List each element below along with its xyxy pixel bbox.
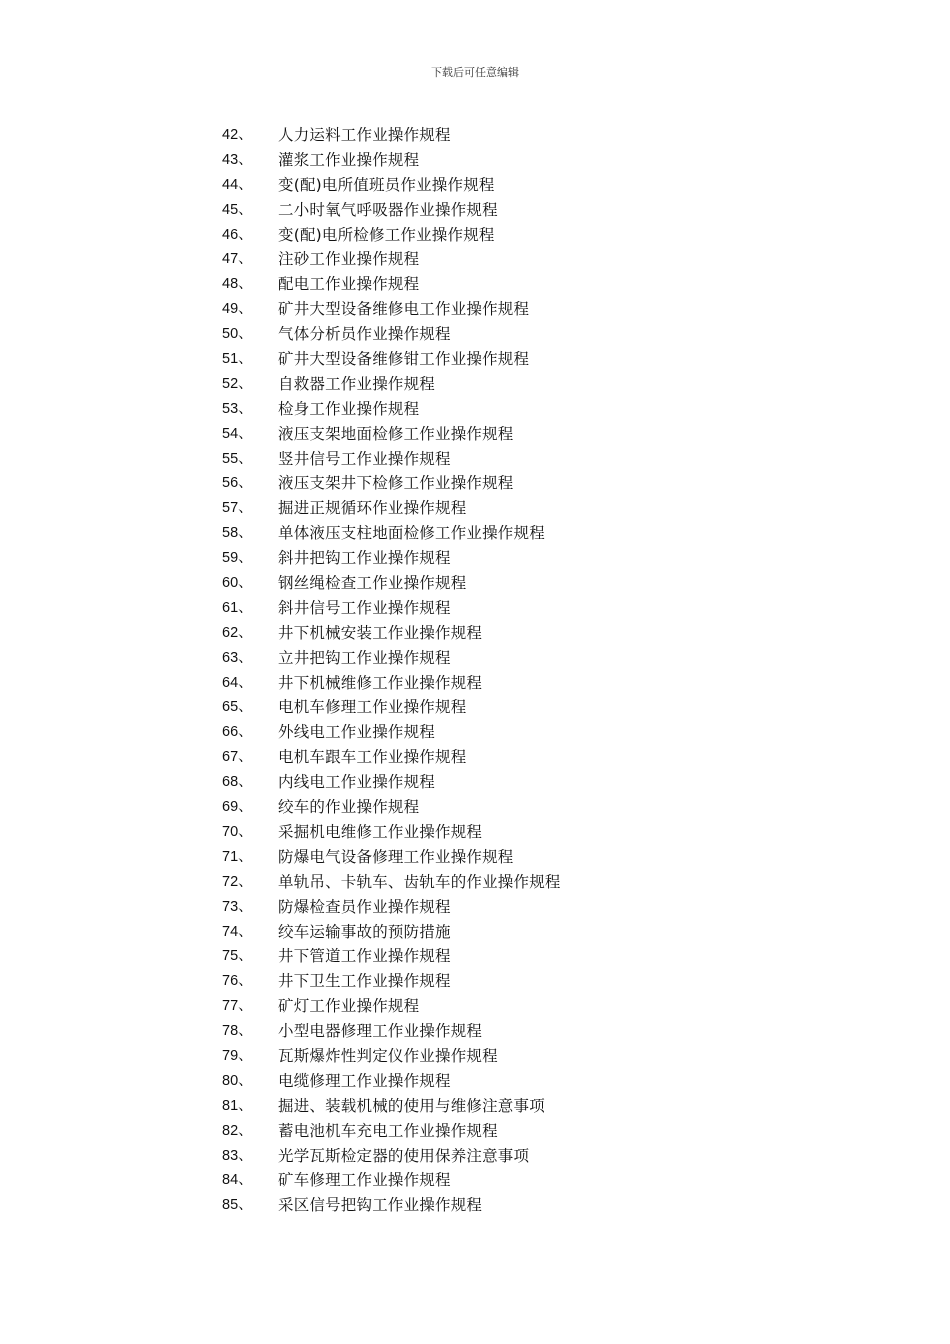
item-number: 61、	[222, 599, 253, 616]
page-header: 下载后可任意编辑	[431, 66, 519, 79]
list-item	[222, 496, 561, 521]
list-item	[222, 447, 561, 472]
item-number: 64、	[222, 674, 253, 691]
item-title: 变(配)电所值班员作业操作规程	[278, 175, 495, 194]
item-title: 气体分析员作业操作规程	[278, 325, 451, 344]
item-number: 75、	[222, 948, 253, 965]
item-number: 70、	[222, 823, 253, 840]
item-title: 单体液压支柱地面检修工作业操作规程	[278, 524, 545, 543]
item-title: 液压支架地面检修工作业操作规程	[278, 424, 514, 443]
list-item	[222, 795, 561, 820]
list-item	[222, 272, 561, 297]
item-number: 46、	[222, 226, 253, 243]
item-title: 井下机械维修工作业操作规程	[278, 673, 483, 692]
item-title: 电机车跟车工作业操作规程	[278, 748, 467, 767]
list-item	[222, 720, 561, 745]
item-title: 斜井信号工作业操作规程	[278, 598, 451, 617]
list-item	[222, 770, 561, 795]
item-title: 斜井把钩工作业操作规程	[278, 549, 451, 568]
list-item	[222, 1069, 561, 1094]
item-number: 62、	[222, 624, 253, 641]
item-title: 电机车修理工作业操作规程	[278, 698, 467, 717]
item-number: 51、	[222, 351, 253, 368]
item-number: 82、	[222, 1122, 253, 1139]
item-number: 73、	[222, 898, 253, 915]
item-number: 49、	[222, 301, 253, 318]
list-item	[222, 745, 561, 770]
list-item	[222, 1044, 561, 1069]
list-item	[222, 1119, 561, 1144]
list-item	[222, 1168, 561, 1193]
item-title: 防爆检查员作业操作规程	[278, 897, 451, 916]
list-item	[222, 845, 561, 870]
list-item	[222, 1193, 561, 1218]
item-title: 自救器工作业操作规程	[278, 374, 436, 393]
procedure-list	[222, 123, 561, 1218]
item-number: 47、	[222, 251, 253, 268]
item-number: 68、	[222, 774, 253, 791]
item-title: 绞车运输事故的预防措施	[278, 922, 451, 941]
list-item	[222, 695, 561, 720]
item-number: 45、	[222, 201, 253, 218]
item-title: 注砂工作业操作规程	[278, 250, 420, 269]
item-title: 内线电工作业操作规程	[278, 773, 436, 792]
item-title: 蓄电池机车充电工作业操作规程	[278, 1121, 498, 1140]
list-item	[222, 471, 561, 496]
item-title: 人力运料工作业操作规程	[278, 126, 451, 144]
item-number: 50、	[222, 326, 253, 343]
item-title: 采掘机电维修工作业操作规程	[278, 822, 483, 841]
item-title: 单轨吊、卡轨车、齿轨车的作业操作规程	[278, 872, 561, 891]
item-number: 57、	[222, 500, 253, 517]
item-number: 48、	[222, 276, 253, 293]
item-title: 钢丝绳检查工作业操作规程	[278, 574, 467, 593]
list-item	[222, 247, 561, 272]
item-title: 井下卫生工作业操作规程	[278, 972, 451, 991]
item-number: 77、	[222, 998, 253, 1015]
item-title: 掘进正规循环作业操作规程	[278, 499, 467, 518]
item-title: 小型电器修理工作业操作规程	[278, 1022, 483, 1041]
list-item	[222, 969, 561, 994]
list-item	[222, 372, 561, 397]
item-number: 74、	[222, 923, 253, 940]
item-number: 69、	[222, 799, 253, 816]
item-number: 58、	[222, 525, 253, 542]
item-title: 矿灯工作业操作规程	[278, 997, 420, 1016]
list-item	[222, 173, 561, 198]
item-title: 瓦斯爆炸性判定仪作业操作规程	[278, 1046, 498, 1065]
list-item	[222, 546, 561, 571]
list-item	[222, 671, 561, 696]
item-number: 65、	[222, 699, 253, 716]
item-number: 72、	[222, 873, 253, 890]
item-title: 外线电工作业操作规程	[278, 723, 436, 742]
list-item	[222, 347, 561, 372]
list-item	[222, 895, 561, 920]
item-title: 二小时氧气呼吸器作业操作规程	[278, 200, 498, 219]
item-number: 44、	[222, 176, 253, 193]
item-title: 矿井大型设备维修钳工作业操作规程	[278, 350, 530, 369]
item-number: 81、	[222, 1097, 253, 1114]
list-item	[222, 1144, 561, 1169]
list-item	[222, 1019, 561, 1044]
item-number: 60、	[222, 575, 253, 592]
item-title: 液压支架井下检修工作业操作规程	[278, 474, 514, 493]
item-title: 绞车的作业操作规程	[278, 798, 420, 817]
item-title: 立井把钩工作业操作规程	[278, 648, 451, 667]
list-item	[222, 920, 561, 945]
item-number: 53、	[222, 400, 253, 417]
item-number: 55、	[222, 450, 253, 467]
item-title: 井下机械安装工作业操作规程	[278, 623, 483, 642]
item-number: 56、	[222, 475, 253, 492]
item-number: 66、	[222, 724, 253, 741]
item-number: 63、	[222, 649, 253, 666]
item-title: 采区信号把钩工作业操作规程	[278, 1196, 483, 1215]
list-item	[222, 322, 561, 347]
list-item	[222, 397, 561, 422]
item-title: 矿井大型设备维修电工作业操作规程	[278, 300, 530, 319]
item-title: 检身工作业操作规程	[278, 399, 420, 418]
item-number: 76、	[222, 973, 253, 990]
item-title: 配电工作业操作规程	[278, 275, 420, 294]
item-title: 电缆修理工作业操作规程	[278, 1071, 451, 1090]
item-title: 灌浆工作业操作规程	[278, 150, 420, 169]
list-item	[222, 422, 561, 447]
item-number: 79、	[222, 1047, 253, 1064]
item-number: 42、	[222, 127, 253, 143]
list-item	[222, 944, 561, 969]
list-item	[222, 521, 561, 546]
item-number: 71、	[222, 848, 253, 865]
item-title: 掘进、装载机械的使用与维修注意事项	[278, 1096, 545, 1115]
list-item	[222, 994, 561, 1019]
item-number: 78、	[222, 1023, 253, 1040]
item-number: 43、	[222, 151, 253, 168]
item-number: 67、	[222, 749, 253, 766]
list-item	[222, 571, 561, 596]
list-item	[222, 1094, 561, 1119]
list-item	[222, 297, 561, 322]
item-number: 84、	[222, 1172, 253, 1189]
item-number: 83、	[222, 1147, 253, 1164]
list-item	[222, 870, 561, 895]
item-title: 竖井信号工作业操作规程	[278, 449, 451, 468]
item-title: 井下管道工作业操作规程	[278, 947, 451, 966]
item-number: 80、	[222, 1072, 253, 1089]
item-title: 变(配)电所检修工作业操作规程	[278, 225, 495, 244]
list-item	[222, 198, 561, 223]
list-item	[222, 596, 561, 621]
list-item	[222, 820, 561, 845]
item-title: 光学瓦斯检定器的使用保养注意事项	[278, 1146, 530, 1165]
item-title: 矿车修理工作业操作规程	[278, 1171, 451, 1190]
list-item	[222, 621, 561, 646]
item-number: 59、	[222, 550, 253, 567]
list-item	[222, 148, 561, 173]
list-item	[222, 123, 561, 148]
item-number: 52、	[222, 375, 253, 392]
item-title: 防爆电气设备修理工作业操作规程	[278, 847, 514, 866]
list-item	[222, 646, 561, 671]
item-number: 85、	[222, 1197, 253, 1214]
item-number: 54、	[222, 425, 253, 442]
list-item	[222, 223, 561, 248]
